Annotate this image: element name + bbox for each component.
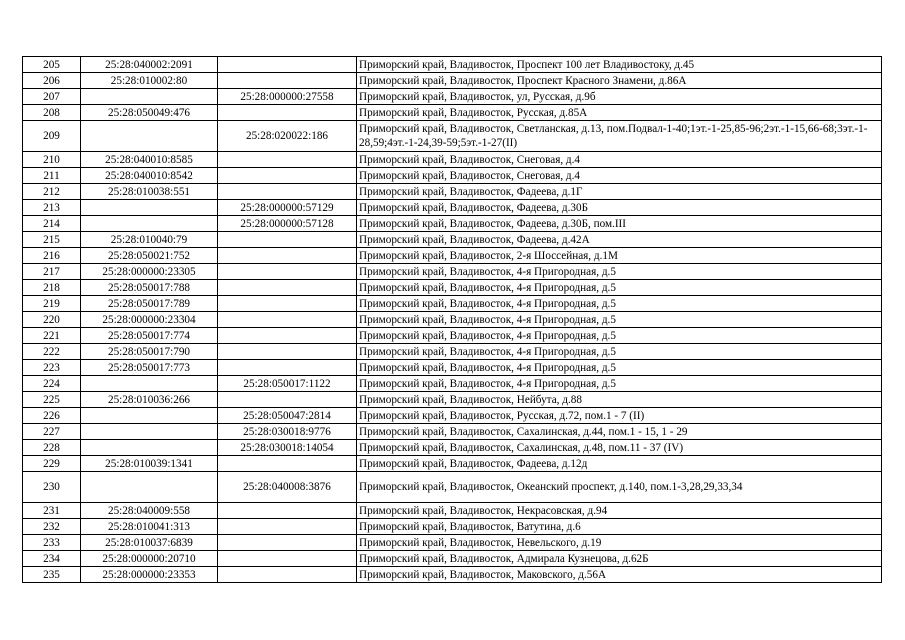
cadastral-number-alt-cell [218,168,357,184]
address-cell: Приморский край, Владивосток, 4-я Пригородная, д.5 [357,280,882,296]
address-cell: Приморский край, Владивосток, Русская, д.85А [357,105,882,121]
table-row [23,232,882,248]
cadastral-number-cell: 25:28:010040:79 [81,232,218,248]
address-cell: Приморский край, Владивосток, Фадеева, д.30Б, пом.III [357,216,882,232]
property-table-body [23,57,882,583]
table-row [23,424,882,440]
row-number-cell: 210 [23,152,81,168]
table-row [23,200,882,216]
cadastral-number-alt-cell [218,519,357,535]
cadastral-number-alt-cell: 25:28:000000:57128 [218,216,357,232]
table-row [23,408,882,424]
cadastral-number-cell: 25:28:000000:23305 [81,264,218,280]
table-row [23,57,882,73]
cadastral-number-cell: 25:28:050017:789 [81,296,218,312]
row-number-cell: 215 [23,232,81,248]
row-number-cell: 205 [23,57,81,73]
cadastral-number-alt-cell [218,280,357,296]
cadastral-number-cell: 25:28:010036:266 [81,392,218,408]
row-number-cell: 213 [23,200,81,216]
cadastral-number-alt-cell [218,503,357,519]
cadastral-number-alt-cell [218,184,357,200]
cadastral-number-alt-cell [218,328,357,344]
table-row [23,121,882,152]
table-row [23,296,882,312]
row-number-cell: 228 [23,440,81,456]
table-row [23,184,882,200]
row-number-cell: 223 [23,360,81,376]
address-cell: Приморский край, Владивосток, Океанский проспект, д.140, пом.1-3,28,29,33,34 [357,472,882,503]
cadastral-number-alt-cell [218,360,357,376]
cadastral-number-cell [81,472,218,503]
cadastral-number-cell: 25:28:040009:558 [81,503,218,519]
table-row [23,105,882,121]
row-number-cell: 232 [23,519,81,535]
cadastral-number-cell: 25:28:000000:23304 [81,312,218,328]
row-number-cell: 218 [23,280,81,296]
cadastral-number-cell: 25:28:010037:6839 [81,535,218,551]
cadastral-number-cell: 25:28:050017:788 [81,280,218,296]
address-cell: Приморский край, Владивосток, 4-я Пригородная, д.5 [357,296,882,312]
table-row [23,472,882,503]
row-number-cell: 219 [23,296,81,312]
cadastral-number-alt-cell: 25:28:040008:3876 [218,472,357,503]
address-cell: Приморский край, Владивосток, Снеговая, д.4 [357,168,882,184]
address-cell: Приморский край, Владивосток, Снеговая, д.4 [357,152,882,168]
table-row [23,168,882,184]
row-number-cell: 212 [23,184,81,200]
table-row [23,312,882,328]
address-cell: Приморский край, Владивосток, Фадеева, д.1Г [357,184,882,200]
address-cell: Приморский край, Владивосток, 4-я Пригородная, д.5 [357,376,882,392]
cadastral-number-alt-cell [218,57,357,73]
cadastral-number-alt-cell [218,152,357,168]
address-cell: Приморский край, Владивосток, Фадеева, д.12д [357,456,882,472]
row-number-cell: 206 [23,73,81,89]
cadastral-number-cell [81,408,218,424]
cadastral-number-alt-cell [218,312,357,328]
cadastral-number-alt-cell [218,105,357,121]
row-number-cell: 229 [23,456,81,472]
address-cell: Приморский край, Владивосток, 4-я Пригородная, д.5 [357,344,882,360]
cadastral-number-cell [81,440,218,456]
address-cell: Приморский край, Владивосток, 4-я Пригородная, д.5 [357,360,882,376]
table-row [23,567,882,583]
table-row [23,535,882,551]
cadastral-number-cell: 25:28:010002:80 [81,73,218,89]
cadastral-number-alt-cell [218,567,357,583]
cadastral-number-alt-cell: 25:28:050017:1122 [218,376,357,392]
cadastral-number-cell: 25:28:050017:774 [81,328,218,344]
table-row [23,73,882,89]
table-row [23,503,882,519]
row-number-cell: 209 [23,121,81,152]
table-row [23,376,882,392]
cadastral-number-alt-cell: 25:28:050047:2814 [218,408,357,424]
cadastral-number-alt-cell: 25:28:020022:186 [218,121,357,152]
address-cell: Приморский край, Владивосток, 4-я Пригородная, д.5 [357,328,882,344]
cadastral-number-alt-cell [218,392,357,408]
row-number-cell: 230 [23,472,81,503]
row-number-cell: 231 [23,503,81,519]
address-cell: Приморский край, Владивосток, Сахалинская, д.44, пом.1 - 15, 1 - 29 [357,424,882,440]
row-number-cell: 222 [23,344,81,360]
row-number-cell: 227 [23,424,81,440]
cadastral-number-cell: 25:28:040010:8585 [81,152,218,168]
cadastral-number-cell [81,89,218,105]
row-number-cell: 220 [23,312,81,328]
cadastral-number-alt-cell [218,73,357,89]
cadastral-number-alt-cell: 25:28:000000:27558 [218,89,357,105]
cadastral-number-cell [81,376,218,392]
row-number-cell: 214 [23,216,81,232]
address-cell: Приморский край, Владивосток, Фадеева, д.42А [357,232,882,248]
address-cell: Приморский край, Владивосток, Проспект 100 лет Владивостоку, д.45 [357,57,882,73]
table-row [23,551,882,567]
cadastral-number-cell [81,424,218,440]
cadastral-number-cell: 25:28:050017:790 [81,344,218,360]
cadastral-number-alt-cell: 25:28:030018:14054 [218,440,357,456]
cadastral-number-alt-cell: 25:28:000000:57129 [218,200,357,216]
address-cell: Приморский край, Владивосток, Невельского, д.19 [357,535,882,551]
row-number-cell: 224 [23,376,81,392]
address-cell: Приморский край, Владивосток, 4-я Пригородная, д.5 [357,312,882,328]
address-cell: Приморский край, Владивосток, ул, Русская, д.9б [357,89,882,105]
cadastral-number-alt-cell [218,551,357,567]
cadastral-number-alt-cell [218,296,357,312]
address-cell: Приморский край, Владивосток, Фадеева, д.30Б [357,200,882,216]
cadastral-number-cell [81,121,218,152]
cadastral-number-cell: 25:28:010039:1341 [81,456,218,472]
row-number-cell: 225 [23,392,81,408]
address-cell: Приморский край, Владивосток, Ватутина, д.6 [357,519,882,535]
cadastral-number-cell: 25:28:050021:752 [81,248,218,264]
table-row [23,440,882,456]
cadastral-number-cell: 25:28:040002:2091 [81,57,218,73]
table-row [23,216,882,232]
table-row [23,344,882,360]
cadastral-number-alt-cell [218,264,357,280]
row-number-cell: 211 [23,168,81,184]
address-cell: Приморский край, Владивосток, 4-я Пригородная, д.5 [357,264,882,280]
address-cell: Приморский край, Владивосток, Адмирала Кузнецова, д.62Б [357,551,882,567]
cadastral-number-alt-cell [218,535,357,551]
cadastral-number-alt-cell [218,344,357,360]
row-number-cell: 217 [23,264,81,280]
table-row [23,328,882,344]
address-cell: Приморский край, Владивосток, Нейбута, д.88 [357,392,882,408]
row-number-cell: 216 [23,248,81,264]
row-number-cell: 234 [23,551,81,567]
cadastral-number-cell [81,200,218,216]
cadastral-number-cell: 25:28:050017:773 [81,360,218,376]
table-row [23,89,882,105]
cadastral-number-cell: 25:28:010041:313 [81,519,218,535]
table-row [23,392,882,408]
cadastral-number-alt-cell [218,456,357,472]
cadastral-number-cell: 25:28:000000:20710 [81,551,218,567]
address-cell: Приморский край, Владивосток, Маковского, д.56А [357,567,882,583]
table-row [23,248,882,264]
table-row [23,456,882,472]
table-row [23,152,882,168]
address-cell: Приморский край, Владивосток, 2-я Шоссейная, д.1М [357,248,882,264]
cadastral-number-cell: 25:28:010038:551 [81,184,218,200]
cadastral-number-cell: 25:28:040010:8542 [81,168,218,184]
cadastral-number-alt-cell [218,232,357,248]
table-row [23,519,882,535]
address-cell: Приморский край, Владивосток, Сахалинская, д.48, пом.11 - 37 (IV) [357,440,882,456]
cadastral-number-cell: 25:28:050049:476 [81,105,218,121]
address-cell: Приморский край, Владивосток, Светланская, д.13, пом.Подвал-1-40;1эт.-1-25,85-96;2эт.-1-15,66-68;3эт.-1-28,59;4эт.-1-24,39-59;5эт.-1-27(II) [357,121,882,152]
table-row [23,360,882,376]
address-cell: Приморский край, Владивосток, Русская, д.72, пом.1 - 7 (II) [357,408,882,424]
row-number-cell: 208 [23,105,81,121]
row-number-cell: 235 [23,567,81,583]
address-cell: Приморский край, Владивосток, Некрасовская, д.94 [357,503,882,519]
row-number-cell: 221 [23,328,81,344]
cadastral-number-alt-cell: 25:28:030018:9776 [218,424,357,440]
row-number-cell: 207 [23,89,81,105]
row-number-cell: 233 [23,535,81,551]
table-row [23,280,882,296]
address-cell: Приморский край, Владивосток, Проспект Красного Знамени, д.86А [357,73,882,89]
cadastral-number-alt-cell [218,248,357,264]
cadastral-number-cell: 25:28:000000:23353 [81,567,218,583]
cadastral-number-cell [81,216,218,232]
property-table [22,56,882,583]
row-number-cell: 226 [23,408,81,424]
table-row [23,264,882,280]
